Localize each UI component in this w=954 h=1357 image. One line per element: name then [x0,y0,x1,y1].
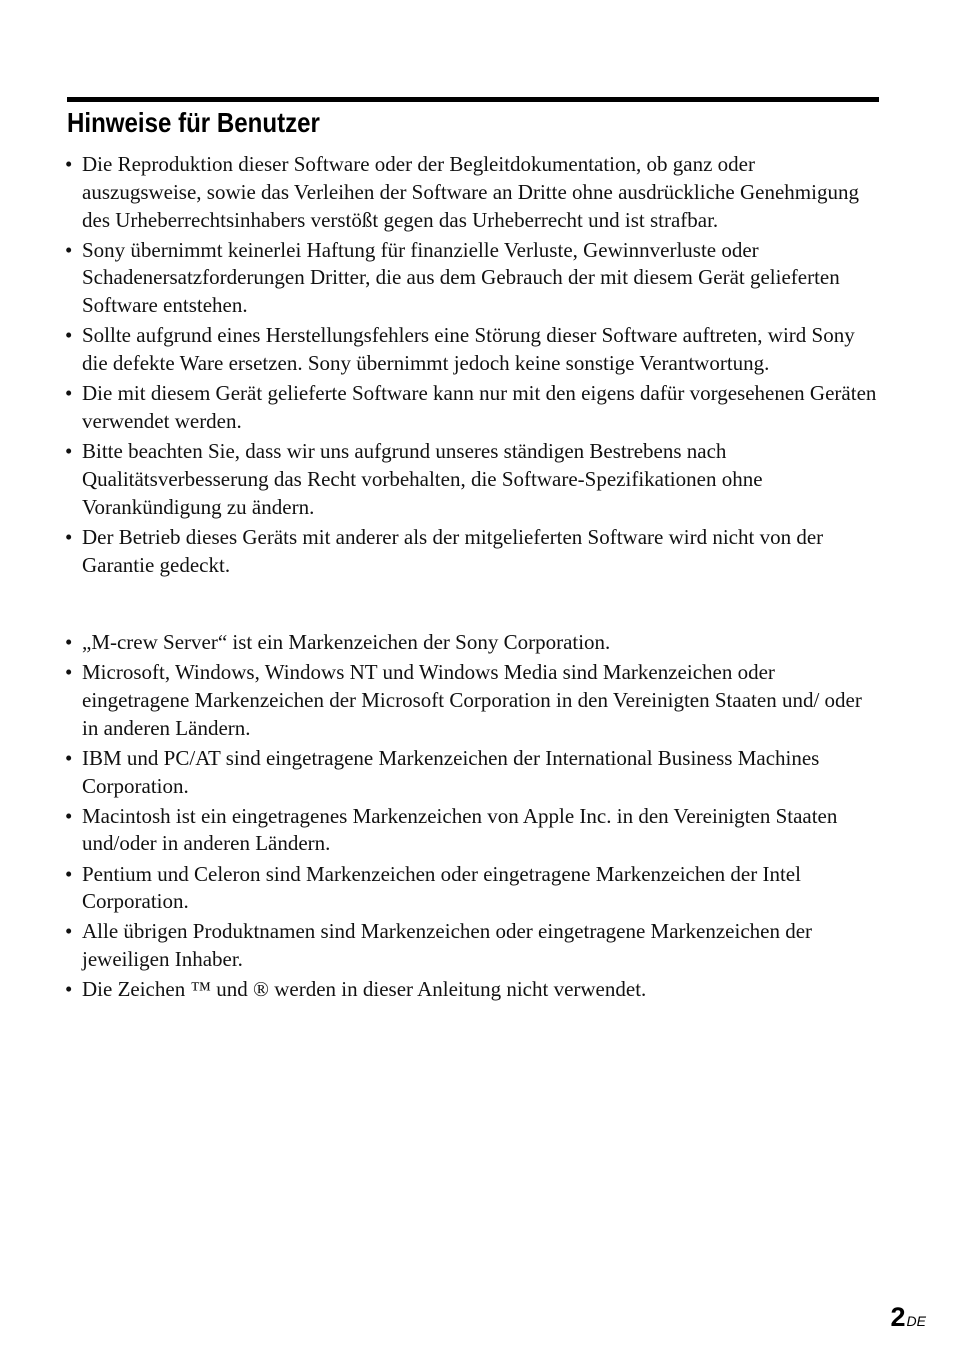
bullet-icon: • [65,803,73,828]
bullet-icon: • [65,439,73,464]
list-item [65,237,877,320]
list-item [65,151,877,234]
list-item-text: „M-crew Server“ ist ein Markenzeichen der Sony Corporation. [82,630,611,654]
bullet-icon: • [65,524,73,549]
list-item-text: IBM und PC/AT sind eingetragene Markenzeichen der International Business Machines Corporation. [82,745,820,798]
bullet-icon: • [65,977,73,1002]
page-language-code: DE [906,1313,926,1329]
list-item [65,976,877,1004]
list-item [65,322,877,378]
list-item-text: Der Betrieb dieses Geräts mit anderer als der mitgelieferten Software wird nicht von der Garantie gedeckt. [82,524,824,577]
list-item [65,380,877,436]
page-number [891,1302,926,1333]
list-item [65,803,877,859]
list-item [65,629,877,657]
bullet-icon: • [65,381,73,406]
bullet-icon: • [65,919,73,944]
list-item [65,918,877,974]
list-item-text: Bitte beachten Sie, dass wir uns aufgrund unseres ständigen Bestrebens nach Qualitätsverbesserung das Recht vorbehalten, die Software-Spezifikationen ohne Vorankündigung zu ändern. [82,439,763,519]
list-item-text: Macintosh ist ein eingetragenes Markenzeichen von Apple Inc. in den Vereinigten Staaten und/oder in anderen Ländern. [82,803,838,856]
bullet-icon: • [65,323,73,348]
list-item [65,438,877,521]
bullet-icon: • [65,861,73,886]
list-item [65,524,877,580]
list-item [65,745,877,801]
bullet-icon: • [65,660,73,685]
page-number-value: 2 [890,1302,906,1332]
list-item-text: Die Reproduktion dieser Software oder der Begleitdokumentation, ob ganz oder auszugsweise, sowie das Verleihen der Software an Dritte ohne ausdrückliche Genehmigung des Urheberrechtsinhabers verstößt gegen das Urheberrecht und ist strafbar. [82,152,859,232]
trademarks-list [65,629,877,1006]
list-item [65,659,877,742]
bullet-icon: • [65,630,73,654]
page-title: Hinweise für Benutzer [67,107,320,138]
list-item-text: Die Zeichen ™ und ® werden in dieser Anleitung nicht verwendet. [82,977,647,1002]
title-rule [67,97,879,102]
list-item-text: Die mit diesem Gerät gelieferte Software kann nur mit den eigens dafür vorgesehenen Geräten verwendet werden. [82,381,877,434]
list-item-text: Sollte aufgrund eines Herstellungsfehlers eine Störung dieser Software auftreten, wird Sony die defekte Ware ersetzen. Sony übernimmt jedoch keine sonstige Verantwortung. [82,323,855,376]
bullet-icon: • [65,745,73,770]
list-item-text: Alle übrigen Produktnamen sind Markenzeichen oder eingetragene Markenzeichen der jeweiligen Inhaber. [82,919,813,972]
bullet-icon: • [65,237,73,262]
list-item-text: Sony übernimmt keinerlei Haftung für finanzielle Verluste, Gewinnverluste oder Schadenersatzforderungen Dritter, die aus dem Gebrauch der mit diesem Gerät gelieferten Software entstehen. [82,237,840,318]
notes-list [65,151,877,582]
list-item-text: Pentium und Celeron sind Markenzeichen oder eingetragene Markenzeichen der Intel Corporation. [82,861,801,914]
list-item-text: Microsoft, Windows, Windows NT und Windows Media sind Markenzeichen oder eingetragene Markenzeichen der Microsoft Corporation in den Vereinigten Staaten und/ oder in anderen Ländern. [82,660,862,740]
bullet-icon: • [65,152,73,176]
list-item [65,861,877,917]
